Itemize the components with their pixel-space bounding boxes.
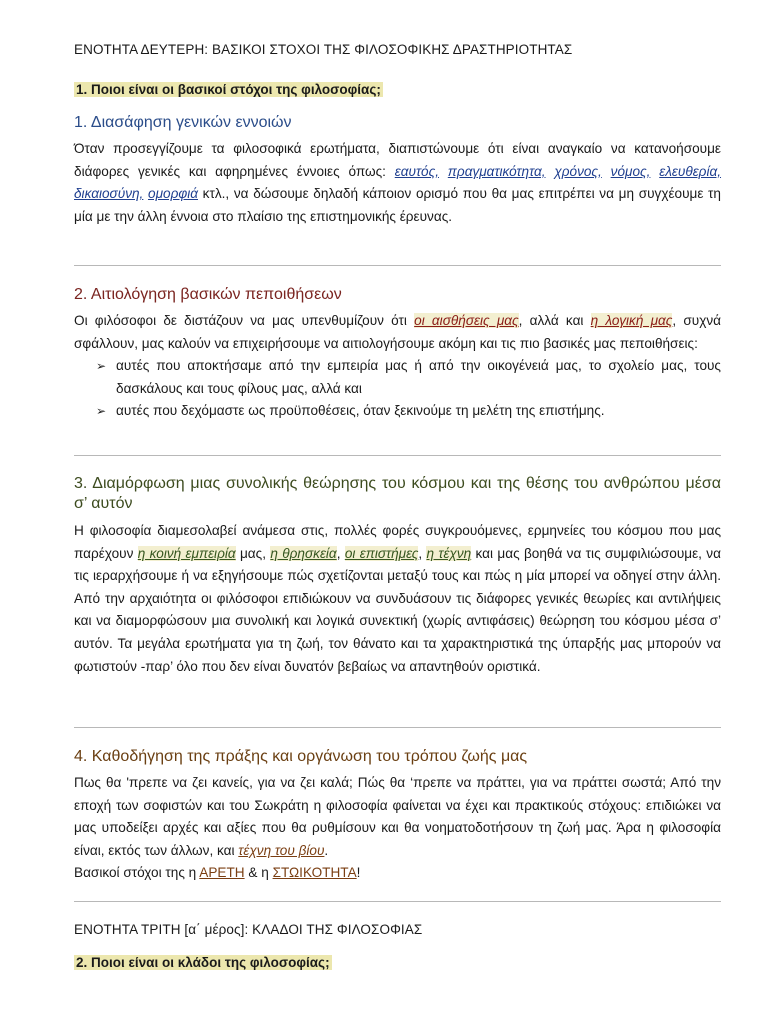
keyword-law: νόμος, [610, 163, 651, 179]
section-3-paragraph [74, 520, 721, 678]
list-item-text: αυτές που δεχόμαστε ως προϋποθέσεις, όταν ξεκινούμε τη μελέτη της επιστήμης. [116, 403, 605, 419]
section-1 [74, 114, 721, 228]
s2-text-c: , συχνά σφάλλουν, μας καλούν να επιχειρήσουμε να αιτιολογήσουμε ακόμη και τις πιο βασικές μας πεποιθήσεις: [74, 313, 722, 351]
s4-text-b: . [324, 842, 329, 858]
list-item [74, 355, 721, 400]
divider-3 [74, 727, 721, 728]
list-item [74, 400, 721, 423]
s4-text-a: Πως θα 'πρεπε να ζει κανείς, για να ζει καλά; Πώς θα ‘πρεπε να πράττει, για να πράττει σωστά; Από την εποχή των σοφιστών και του Σωκράτη η φιλοσοφία φαίνεται να έχει και πρακτικούς στόχους: επιδιώκει να μας υποδείξει αρχές και αξίες που θα ρυθμίσουν και θα νοηματοδοτήσουν τη ζωή μας. Άρα η φιλοσοφία είναι, εκτός των άλλων, και [74, 775, 721, 858]
section-4-paragraph [74, 772, 721, 862]
question-two-text: 2. Ποιοι είναι οι κλάδοι της φιλοσοφίας; [76, 955, 330, 970]
keyword-art-of-life: τέχνη του βίου [238, 842, 325, 858]
section-4 [74, 748, 721, 885]
section-3-heading: 3. Διαμόρφωση μιας συνολικής θεώρησης του κόσμου και της θέσης του ανθρώπου μέσα σ’ αυτόν [74, 475, 721, 512]
section-2-paragraph [74, 310, 721, 355]
s2-text-a: Οι φιλόσοφοι δε διστάζουν να μας υπενθυμίζουν ότι [74, 313, 415, 328]
keyword-virtue: ΑΡΕΤΗ [199, 865, 245, 881]
divider-2 [74, 455, 721, 456]
section-2 [74, 286, 721, 423]
s1-text-b: κτλ., να δώσουμε δηλαδή κάποιον ορισμό που θα μας επιτρέπει να μη συγχέουμε τη μία με την άλλη έννοια στο πλαίσιο της επιστημονικής έρευνας. [74, 186, 721, 224]
keyword-sciences: οι επιστήμες [344, 545, 419, 561]
s2-text-b: , αλλά και [518, 313, 591, 328]
keyword-justice: δικαιοσύνη, [74, 186, 144, 202]
keyword-stoicism: ΣΤΩΙΚΟΤΗΤΑ [272, 865, 357, 881]
keyword-logic: η λογική μας [590, 313, 673, 328]
keyword-time: χρόνος, [554, 163, 602, 179]
keyword-self: εαυτός, [394, 163, 439, 179]
keyword-senses: οι αισθήσεις μας [414, 313, 519, 328]
section-1-paragraph [74, 138, 721, 228]
section-2-heading: 2. Αιτιολόγηση βασικών πεποιθήσεων [74, 286, 342, 303]
arrow-bullet-icon: ➢ [96, 359, 107, 374]
s3-text-b: μας, [235, 545, 271, 561]
section-1-heading: 1. Διασάφηση γενικών εννοιών [74, 114, 292, 131]
beliefs-list [74, 355, 721, 423]
unit-two-title: ΕΝΟΤΗΤΑ ΔΕΥΤΕΡΗ: ΒΑΣΙΚΟΙ ΣΤΟΧΟΙ ΤΗΣ ΦΙΛΟΣΟΦΙΚΗΣ ΔΡΑΣΤΗΡΙΟΤΗΤΑΣ [74, 42, 573, 57]
keyword-common-experience: η κοινή εμπειρία [137, 545, 236, 561]
keyword-reality: πραγματικότητα, [447, 163, 546, 179]
list-item-text: αυτές που αποκτήσαμε από την εμπειρία μας ή από την οικογένειά μας, το σχολείο μας, τους δασκάλους και τους φίλους μας, αλλά και [116, 358, 721, 396]
s3-text-d: , [418, 545, 427, 561]
question-two [74, 955, 721, 970]
s4-text-c: Βασικοί στόχοι της η [74, 865, 200, 881]
divider-4 [74, 901, 721, 902]
divider-1 [74, 265, 721, 266]
question-one-text: 1. Ποιοι είναι οι βασικοί στόχοι της φιλοσοφίας; [76, 82, 381, 97]
s3-text-e: και μας βοηθά να τις συμφιλιώσουμε, να τις ιεραρχήσουμε ή να εξηγήσουμε πώς σχετίζονται μεταξύ τους και πώς η μία μπορεί να οδηγεί στην άλλη. Από την αρχαιότητα οι φιλόσοφοι επιδιώκουν να συνδυάσουν τις διάφορες γενικές θεωρίες και αντιλήψεις και να διαμορφώσουν μια συνολική και λογικά συνεκτική (χωρίς αντιφάσεις) θεώρηση του κόσμου μέσα σ’ αυτόν. Τα μεγάλα ερωτήματα για τη ζωή, τον θάνατο και τα χαρακτηριστικά της ύπαρξής μας μπορούν να φωτιστούν -παρ’ όλο που δεν είναι δυνατόν βεβαίως να απαντηθούν οριστικά. [74, 545, 721, 674]
section-3 [74, 474, 721, 678]
s4-text-e: ! [356, 865, 361, 881]
keyword-religion: η θρησκεία [270, 545, 337, 561]
s1-text-a: Όταν προσεγγίζουμε τα φιλοσοφικά ερωτήματα, διαπιστώνουμε ότι είναι αναγκαίο να κατανοήσουμε διάφορες γενικές και αφηρημένες έννοιες όπως: [74, 141, 721, 179]
s3-text-c: , [336, 545, 345, 561]
keyword-beauty: ομορφιά [148, 186, 199, 202]
section-4-goals-line [74, 862, 721, 885]
question-one [74, 82, 721, 97]
s3-text-a: Η φιλοσοφία διαμεσολαβεί ανάμεσα στις, πολλές φορές συγκρουόμενες, ερμηνείες του κόσμου που μας παρέχουν [74, 523, 721, 561]
arrow-bullet-icon: ➢ [96, 404, 107, 419]
keyword-freedom: ελευθερία, [659, 163, 722, 179]
keyword-art: η τέχνη [426, 545, 472, 561]
unit-three-title: ΕΝΟΤΗΤΑ ΤΡΙΤΗ [α΄ μέρος]: ΚΛΑΔΟΙ ΤΗΣ ΦΙΛΟΣΟΦΙΑΣ [74, 922, 423, 937]
s4-text-d: & η [244, 865, 273, 881]
section-4-heading: 4. Καθοδήγηση της πράξης και οργάνωση του τρόπου ζωής μας [74, 748, 528, 765]
